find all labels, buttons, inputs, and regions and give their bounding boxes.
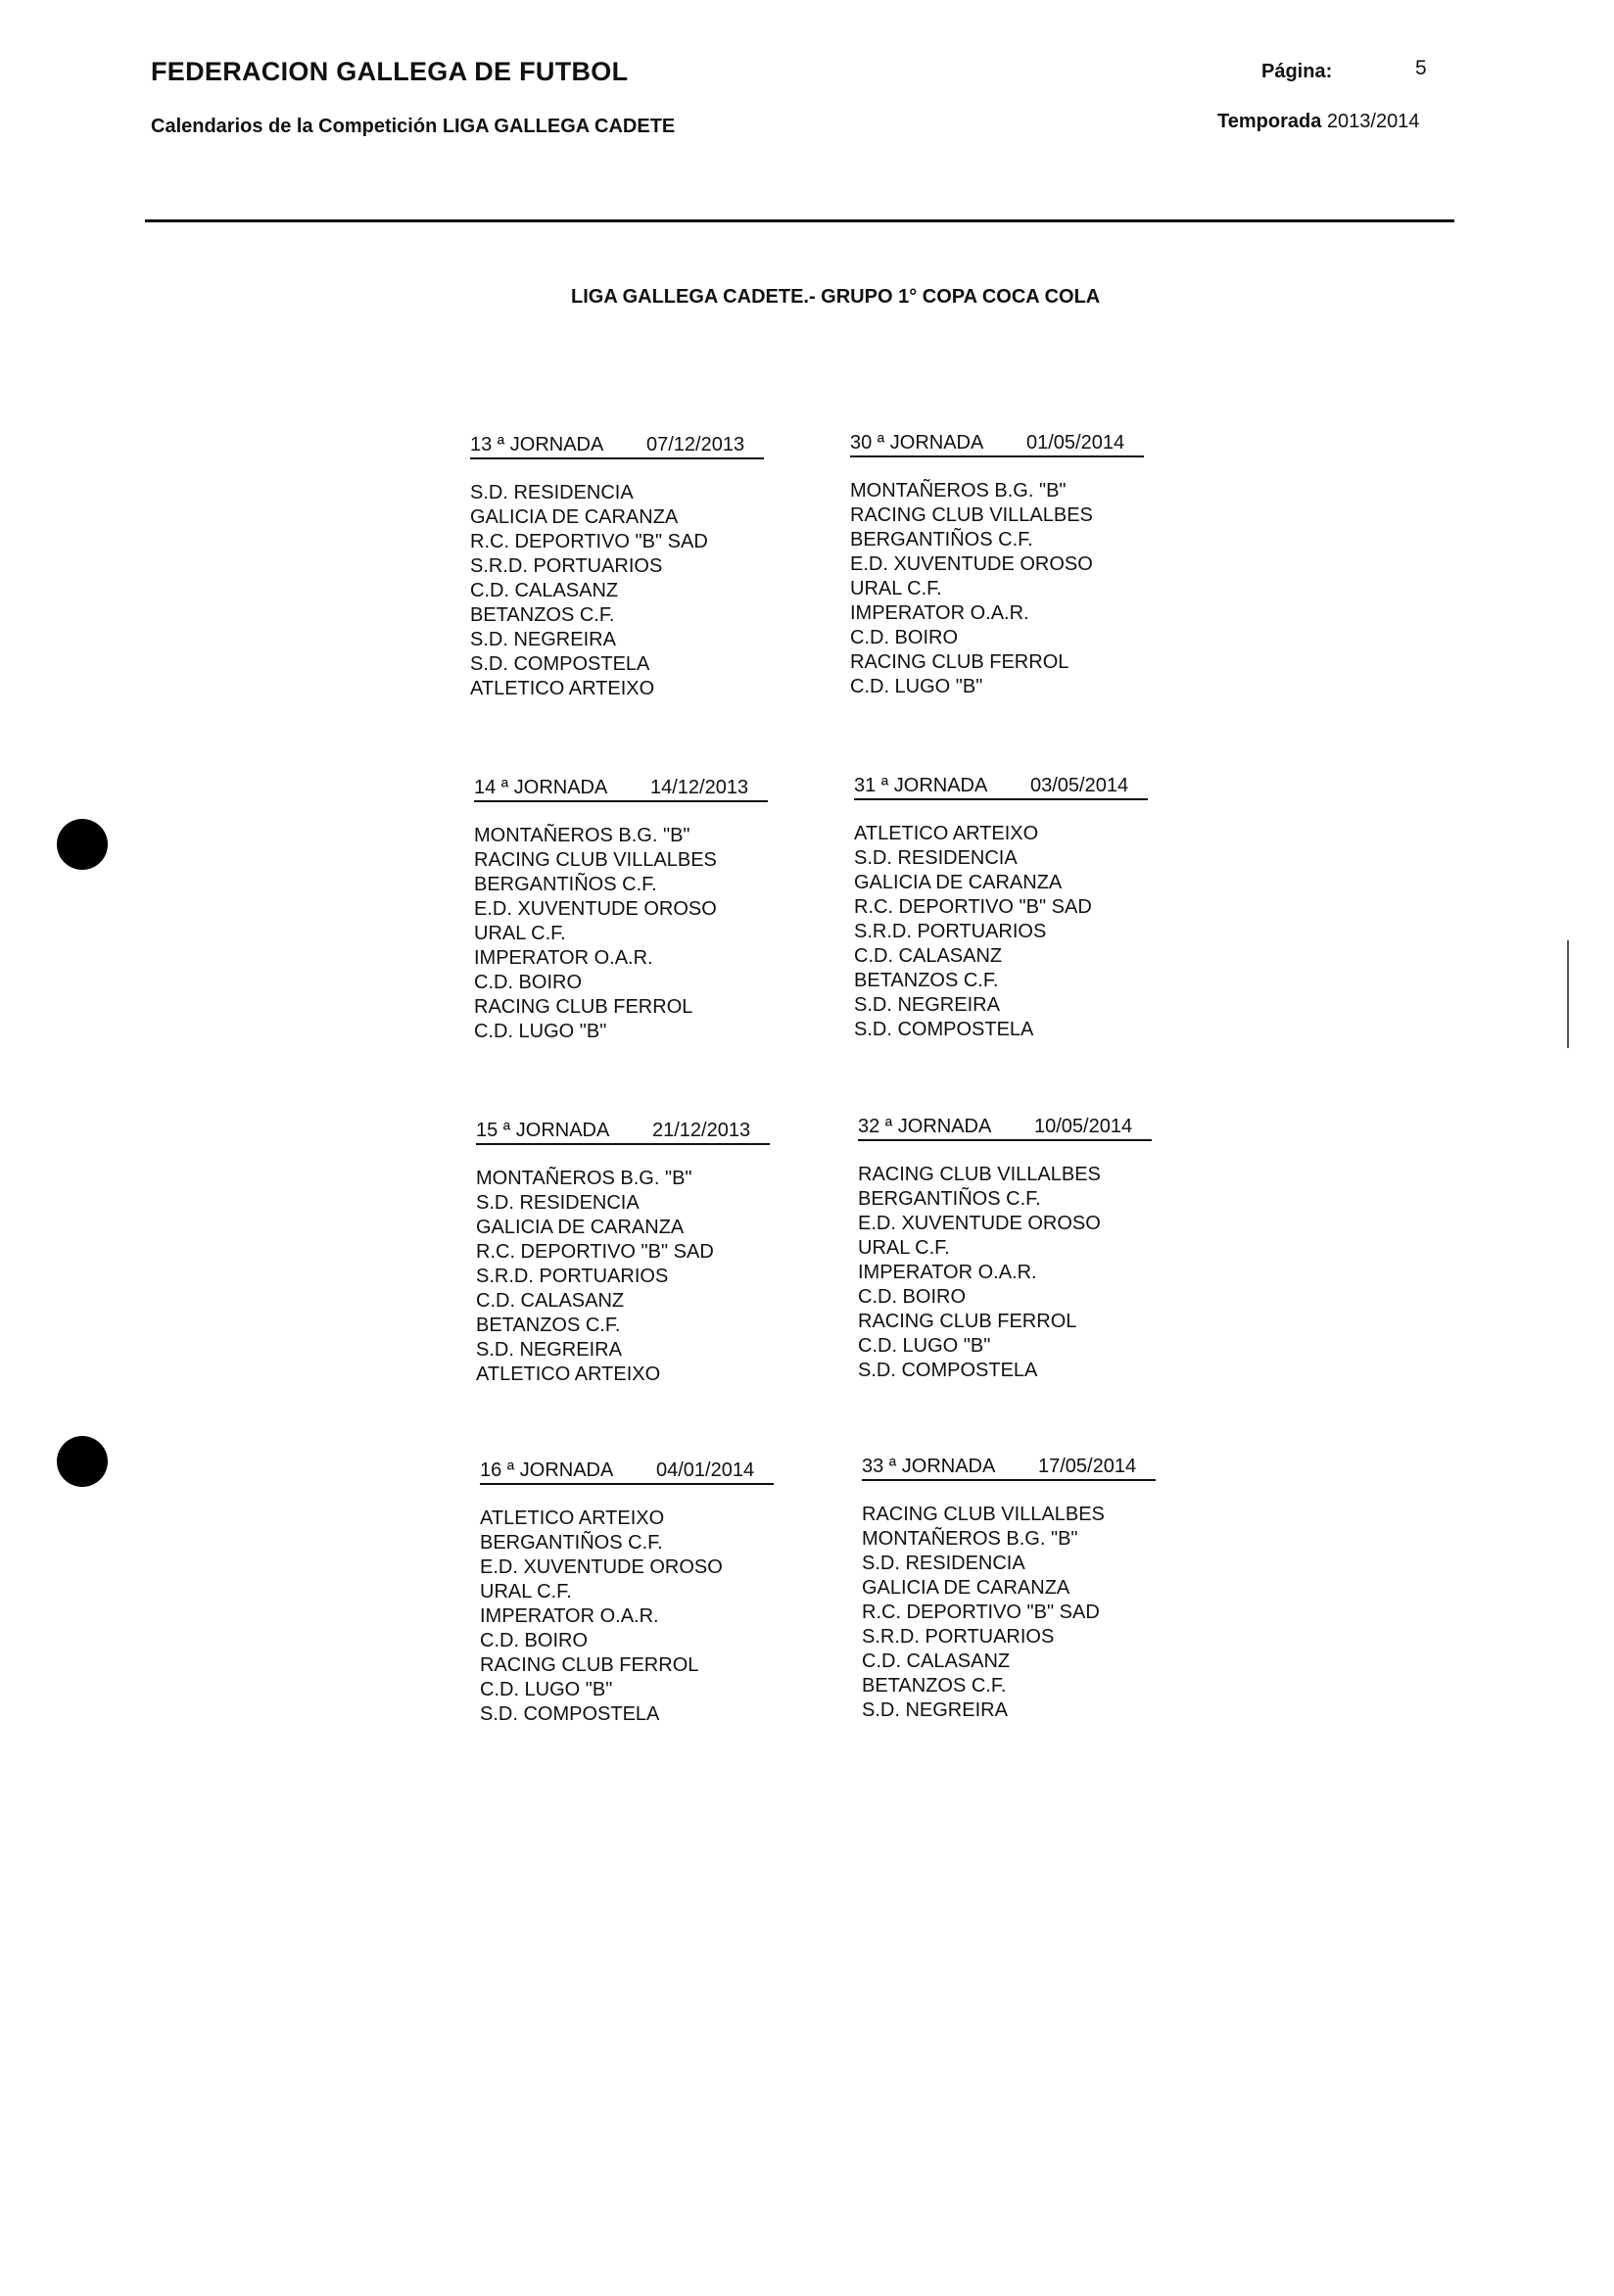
team-name: C.D. BOIRO <box>858 1286 967 1308</box>
team-name: C.D. CALASANZ <box>470 580 619 601</box>
team-name: BERGANTIÑOS C.F. <box>858 1188 1041 1210</box>
season <box>1217 111 1419 133</box>
jornada-date: 01/05/2014 <box>1026 432 1125 454</box>
punch-hole <box>57 819 108 870</box>
team-name: E.D. XUVENTUDE OROSO <box>858 1213 1101 1234</box>
team-name: S.D. COMPOSTELA <box>858 1360 1038 1381</box>
team-name: RACING CLUB FERROL <box>858 1311 1077 1332</box>
header-underline <box>476 1143 770 1145</box>
header-underline <box>480 1483 774 1485</box>
header-underline <box>470 457 764 459</box>
jornada-label: 13 ª JORNADA <box>470 434 604 455</box>
team-name: C.D. LUGO "B" <box>474 1021 607 1042</box>
team-name: E.D. XUVENTUDE OROSO <box>474 898 717 920</box>
jornada-block <box>474 777 768 1044</box>
jornada-block <box>854 775 1148 1042</box>
jornada-header <box>480 1459 774 1482</box>
team-name: S.D. NEGREIRA <box>854 994 1000 1016</box>
group-title: LIGA GALLEGA CADETE.- GRUPO 1° COPA COCA COLA <box>571 286 1101 308</box>
jornada-block <box>476 1120 770 1387</box>
team-name: URAL C.F. <box>850 578 942 599</box>
team-name: RACING CLUB FERROL <box>850 651 1069 673</box>
jornada-label: 31 ª JORNADA <box>854 775 988 796</box>
page-label: Página: <box>1261 61 1333 82</box>
team-name: BETANZOS C.F. <box>854 970 999 991</box>
team-name: R.C. DEPORTIVO "B" SAD <box>476 1241 714 1263</box>
jornada-header <box>470 434 764 456</box>
jornada-label: 30 ª JORNADA <box>850 432 984 454</box>
jornada-header <box>862 1456 1156 1478</box>
team-name: BETANZOS C.F. <box>470 604 615 626</box>
team-name: IMPERATOR O.A.R. <box>850 602 1029 624</box>
federation-title: FEDERACION GALLEGA DE FUTBOL <box>151 57 629 86</box>
jornada-label: 32 ª JORNADA <box>858 1116 992 1137</box>
team-list <box>862 1503 1156 1723</box>
team-name: BERGANTIÑOS C.F. <box>480 1532 663 1554</box>
team-name: ATLETICO ARTEIXO <box>480 1507 665 1529</box>
team-list <box>850 479 1144 699</box>
team-name: ATLETICO ARTEIXO <box>476 1363 661 1385</box>
jornada-date: 10/05/2014 <box>1034 1116 1133 1137</box>
jornada-block <box>480 1459 774 1727</box>
jornada-date: 03/05/2014 <box>1030 775 1129 796</box>
team-list <box>476 1167 770 1387</box>
team-list <box>858 1163 1152 1383</box>
team-name: C.D. CALASANZ <box>862 1650 1011 1672</box>
team-name: URAL C.F. <box>858 1237 950 1259</box>
team-name: C.D. LUGO "B" <box>480 1679 613 1700</box>
jornada-block <box>862 1456 1156 1723</box>
team-name: S.D. COMPOSTELA <box>854 1019 1034 1040</box>
team-name: C.D. LUGO "B" <box>858 1335 991 1357</box>
team-list <box>474 824 768 1044</box>
jornada-header <box>474 777 768 799</box>
team-name: C.D. CALASANZ <box>476 1290 625 1312</box>
team-name: GALICIA DE CARANZA <box>476 1217 685 1238</box>
team-name: RACING CLUB VILLALBES <box>850 504 1093 526</box>
team-name: GALICIA DE CARANZA <box>854 872 1063 893</box>
jornada-label: 14 ª JORNADA <box>474 777 608 798</box>
team-name: GALICIA DE CARANZA <box>862 1577 1070 1599</box>
team-name: IMPERATOR O.A.R. <box>858 1262 1037 1283</box>
team-name: RACING CLUB VILLALBES <box>858 1164 1101 1185</box>
team-name: S.D. RESIDENCIA <box>470 482 634 503</box>
jornada-date: 14/12/2013 <box>650 777 749 798</box>
team-name: C.D. LUGO "B" <box>850 676 983 697</box>
team-name: URAL C.F. <box>474 923 566 944</box>
team-name: ATLETICO ARTEIXO <box>854 823 1039 844</box>
jornada-date: 17/05/2014 <box>1038 1456 1137 1477</box>
header-underline <box>850 455 1144 457</box>
team-name: IMPERATOR O.A.R. <box>480 1605 659 1627</box>
team-name: RACING CLUB FERROL <box>474 996 693 1018</box>
team-list <box>480 1507 774 1727</box>
team-name: BETANZOS C.F. <box>476 1315 621 1336</box>
jornada-block <box>858 1116 1152 1383</box>
competition-subtitle: Calendarios de la Competición LIGA GALLEGA CADETE <box>151 116 676 137</box>
punch-hole <box>57 1436 108 1487</box>
team-name: RACING CLUB VILLALBES <box>862 1504 1105 1525</box>
team-name: BERGANTIÑOS C.F. <box>850 529 1033 550</box>
team-name: S.D. COMPOSTELA <box>480 1703 660 1725</box>
jornada-label: 33 ª JORNADA <box>862 1456 996 1477</box>
team-list <box>854 822 1148 1042</box>
team-name: GALICIA DE CARANZA <box>470 506 679 528</box>
team-name: S.D. COMPOSTELA <box>470 653 650 675</box>
team-name: RACING CLUB FERROL <box>480 1654 699 1676</box>
jornada-label: 15 ª JORNADA <box>476 1120 610 1141</box>
team-name: IMPERATOR O.A.R. <box>474 947 653 969</box>
team-name: RACING CLUB VILLALBES <box>474 849 717 871</box>
jornada-block <box>470 434 764 701</box>
team-name: R.C. DEPORTIVO "B" SAD <box>862 1602 1100 1623</box>
team-name: MONTAÑEROS B.G. "B" <box>850 480 1067 502</box>
scan-mark <box>1567 940 1569 1048</box>
team-name: S.D. RESIDENCIA <box>476 1192 640 1214</box>
jornada-date: 04/01/2014 <box>656 1459 755 1481</box>
header-underline <box>858 1139 1152 1141</box>
team-name: C.D. BOIRO <box>474 972 583 993</box>
jornada-block <box>850 432 1144 699</box>
header-rule <box>145 219 1454 222</box>
team-name: BERGANTIÑOS C.F. <box>474 874 657 895</box>
team-name: C.D. BOIRO <box>850 627 959 648</box>
team-name: MONTAÑEROS B.G. "B" <box>474 825 690 846</box>
jornada-label: 16 ª JORNADA <box>480 1459 614 1481</box>
team-name: S.R.D. PORTUARIOS <box>470 555 663 577</box>
team-name: S.R.D. PORTUARIOS <box>476 1266 669 1287</box>
team-name: S.R.D. PORTUARIOS <box>862 1626 1055 1648</box>
team-name: R.C. DEPORTIVO "B" SAD <box>854 896 1092 918</box>
team-name: C.D. BOIRO <box>480 1630 589 1651</box>
team-name: MONTAÑEROS B.G. "B" <box>862 1528 1078 1550</box>
team-name: S.D. NEGREIRA <box>862 1699 1008 1721</box>
page-number: 5 <box>1415 57 1427 79</box>
header-underline <box>862 1479 1156 1481</box>
team-name: S.R.D. PORTUARIOS <box>854 921 1047 942</box>
team-name: S.D. RESIDENCIA <box>854 847 1018 869</box>
jornada-header <box>850 432 1144 454</box>
team-name: S.D. NEGREIRA <box>476 1339 622 1361</box>
team-name: BETANZOS C.F. <box>862 1675 1007 1697</box>
team-list <box>470 481 764 701</box>
header-underline <box>854 798 1148 800</box>
team-name: ATLETICO ARTEIXO <box>470 678 655 699</box>
team-name: E.D. XUVENTUDE OROSO <box>480 1556 723 1578</box>
jornada-header <box>854 775 1148 797</box>
team-name: S.D. RESIDENCIA <box>862 1553 1025 1574</box>
season-value: 2013/2014 <box>1326 111 1420 132</box>
jornada-header <box>476 1120 770 1142</box>
team-name: R.C. DEPORTIVO "B" SAD <box>470 531 708 552</box>
team-name: C.D. CALASANZ <box>854 945 1003 967</box>
team-name: URAL C.F. <box>480 1581 572 1602</box>
team-name: E.D. XUVENTUDE OROSO <box>850 553 1093 575</box>
team-name: MONTAÑEROS B.G. "B" <box>476 1168 692 1189</box>
jornada-header <box>858 1116 1152 1138</box>
team-name: S.D. NEGREIRA <box>470 629 616 650</box>
jornada-date: 21/12/2013 <box>652 1120 751 1141</box>
season-label: Temporada <box>1217 111 1322 132</box>
jornada-date: 07/12/2013 <box>646 434 745 455</box>
header-underline <box>474 800 768 802</box>
